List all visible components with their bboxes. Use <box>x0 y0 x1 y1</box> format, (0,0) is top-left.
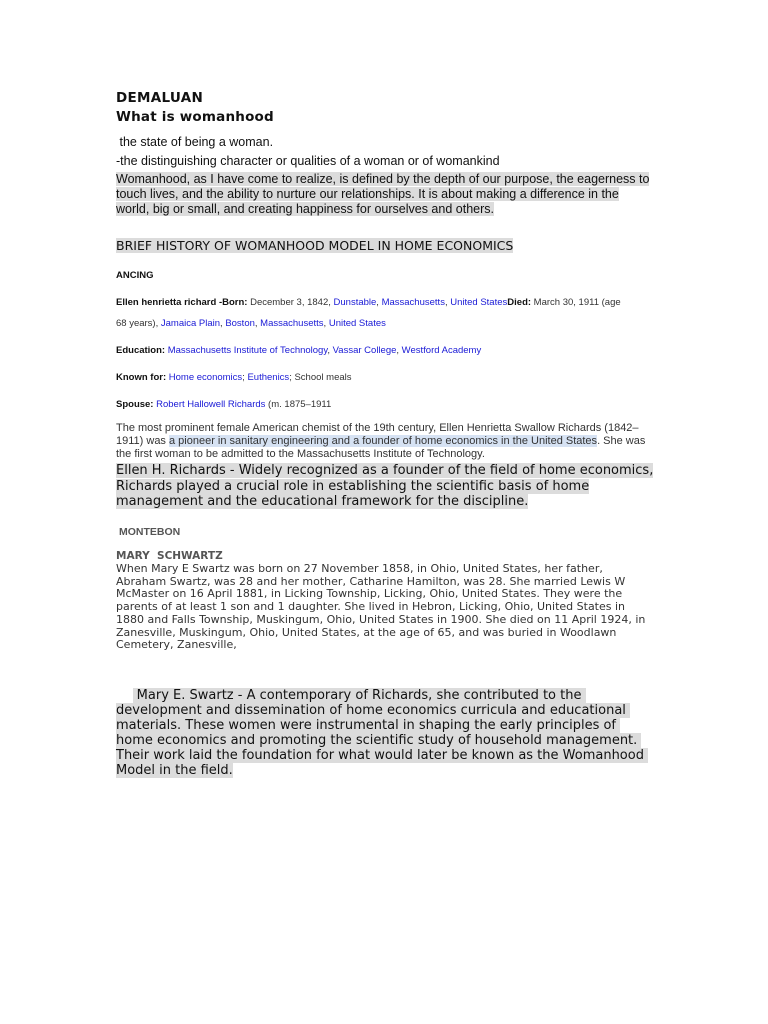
document-subtitle: What is womanhood <box>116 109 274 125</box>
richards-education: Education: Massachusetts Institute of Technology, Vassar College, Westford Academy <box>116 345 482 356</box>
richards-summary <box>116 463 656 510</box>
spouse-label: Spouse: <box>116 399 154 410</box>
richards-born-date: December 3, 1842, <box>247 297 334 308</box>
section-heading <box>116 238 513 253</box>
womanhood-paragraph-text: Womanhood, as I have come to realize, is defined by the depth of our purpose, the eagerness to touch lives, and the ability to nurture our relationships. It is about making a difference in the world, big or small, and creating happiness for ourselves and others. <box>116 172 650 216</box>
richards-bio-start: The most prominent female American chemist of the 19th century, Ellen Henrietta Swallow Richards (1842–1911) was <box>116 422 639 447</box>
definition-2: -the distinguishing character or qualities of a woman or of womankind <box>116 154 500 168</box>
richards-summary-text: Ellen H. Richards - Widely recognized as a founder of the field of home economics, Richards played a crucial role in establishing the scientific basis of home management and the educational framework for the discipline. <box>116 463 654 509</box>
document-title: DEMALUAN <box>116 90 204 106</box>
link-boston[interactable]: Boston <box>225 318 255 329</box>
swartz-bio: When Mary E Swartz was born on 27 November 1858, in Ohio, United States, her father, Abraham Swartz, was 28 and her mother, Catharine Hamilton, was 28. She married Lewis W McMaster on 16 April 1881, in Licking Township, Licking, Ohio, United States. They were the parents of at least 1 son and 1 daughter. She lived in Hebron, Licking, Ohio, United States in 1880 and Falls Township, Muskingum, Ohio, United States in 1900. She died on 11 April 1924, in Zanesville, Muskingum, Ohio, United States, at the age of 65, and was buried in Woodlawn Cemetery, Zanesville, <box>116 562 646 652</box>
link-massachusetts-2[interactable]: Massachusetts <box>260 318 324 329</box>
link-massachusetts[interactable]: Massachusetts <box>381 297 445 308</box>
known-for-school-meals: School meals <box>294 372 352 383</box>
richards-bio <box>116 422 656 461</box>
link-united-states-2[interactable]: United States <box>328 318 386 329</box>
womanhood-paragraph <box>116 172 652 217</box>
link-home-economics[interactable]: Home economics <box>168 372 243 383</box>
richards-born-died: Ellen henrietta richard -Born: December 3, 1842, Dunstable, Massachusetts, United StatesDied: March 30, 1911 (age <box>116 297 621 308</box>
richards-died-label: Died: <box>507 297 532 308</box>
group-label-ancing: ANCING <box>116 270 154 281</box>
link-euthenics[interactable]: Euthenics <box>247 372 290 383</box>
richards-bio-end: . She was the first woman to be admitted to the Massachusetts Institute of Technology. <box>116 435 646 460</box>
group-label-montebon: MONTEBON <box>119 526 181 538</box>
richards-bio-highlight: a pioneer in sanitary engineering and a founder of home economics in the United States <box>169 435 598 447</box>
swartz-heading: MARY SCHWARTZ <box>116 550 223 562</box>
swartz-summary <box>116 673 656 793</box>
link-jamaica-plain[interactable]: Jamaica Plain <box>160 318 221 329</box>
swartz-summary-text: Mary E. Swartz - A contemporary of Richards, she contributed to the development and dissemination of home economics curricula and educational materials. These women were instrumental in shaping the early principles of home economics and promoting the scientific study of household management. Their work laid the foundation for what would later be known as the Womanhood Model in the field. <box>116 688 649 778</box>
link-mit[interactable]: Massachusetts Institute of Technology <box>167 345 328 356</box>
link-westford-academy[interactable]: Westford Academy <box>401 345 482 356</box>
richards-spouse <box>116 399 656 411</box>
richards-known-for: Known for: Home economics; Euthenics; School meals <box>116 372 352 383</box>
link-vassar-college[interactable]: Vassar College <box>332 345 397 356</box>
link-dunstable[interactable]: Dunstable <box>333 297 377 308</box>
definition-1: the state of being a woman. <box>116 135 274 149</box>
richards-died-age: 68 years), <box>116 318 161 329</box>
education-label: Education: <box>116 345 166 356</box>
richards-died-place: 68 years), Jamaica Plain, Boston, Massachusetts, United States <box>116 318 386 329</box>
link-robert-richards[interactable]: Robert Hallowell Richards <box>156 399 266 410</box>
link-united-states[interactable]: United States <box>450 297 508 308</box>
known-for-label: Known for: <box>116 372 167 383</box>
richards-died-date: March 30, 1911 (age <box>531 297 621 308</box>
spouse-years: (m. 1875–1911 <box>265 399 332 410</box>
section-heading-text: BRIEF HISTORY OF WOMANHOOD MODEL IN HOME ECONOMICS <box>116 238 514 253</box>
richards-name-label: Ellen henrietta richard -Born: <box>116 297 248 308</box>
